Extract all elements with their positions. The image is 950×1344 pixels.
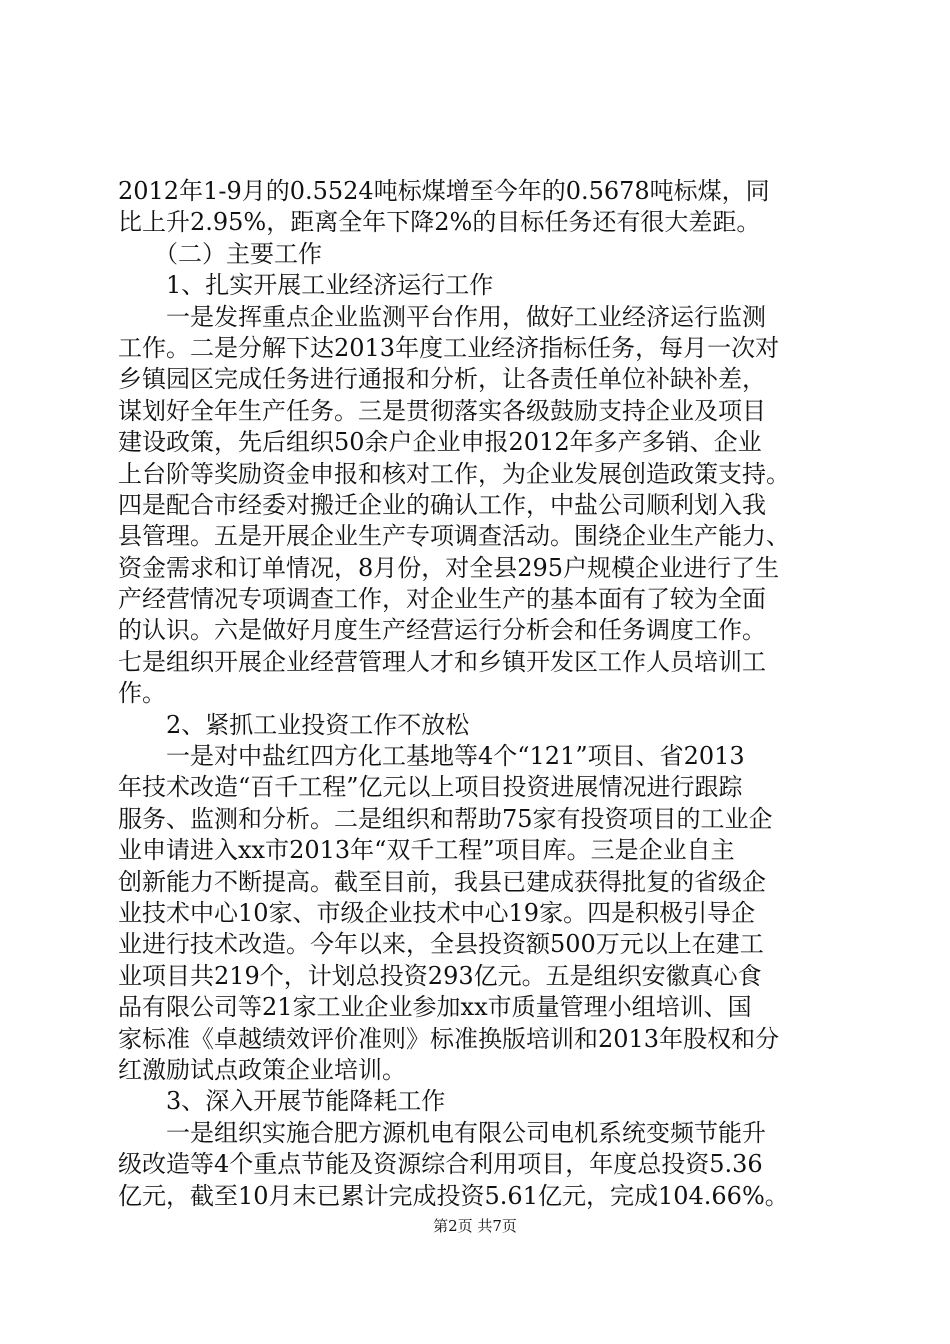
text-line: 一是对中盐红四方化工基地等4个“121”项目、省2013 (118, 742, 745, 771)
text-line: 2012年1-9月的0.5524吨标煤增至今年的0.5678吨标煤，同 (118, 177, 770, 205)
text-line: 家标准《卓越绩效评价准则》标准换版培训和2013年股权和分 (118, 1024, 780, 1053)
text-line: 一是发挥重点企业监测平台作用，做好工业经济运行监测 (118, 302, 766, 331)
text-line: 业技术中心10家、市级企业技术中心19家。四是积极引导企 (118, 898, 756, 927)
text-line: 业项目共219个，计划总投资293亿元。五是组织安徽真心食 (118, 961, 762, 990)
text-line: 年技术改造“百千工程”亿元以上项目投资进展情况进行跟踪 (118, 773, 743, 802)
text-line: 县管理。五是开展企业生产专项调查活动。围绕企业生产能力、 (118, 522, 790, 551)
text-line: 的认识。六是做好月度生产经营运行分析会和任务调度工作。 (118, 616, 766, 645)
text-line: 亿元，截至10月末已累计完成投资5.61亿元，完成104.66%。 (118, 1181, 789, 1210)
text-line: 作。 (118, 679, 166, 708)
text-line: 比上升2.95%，距离全年下降2%的目标任务还有很大差距。 (118, 208, 761, 237)
text-line: 1、扎实开展工业经济运行工作 (118, 271, 494, 300)
body-text (118, 176, 838, 1212)
text-line: （二）主要工作 (118, 239, 322, 268)
text-line: 四是配合市经委对搬迁企业的确认工作，中盐公司顺利划入我 (118, 490, 766, 519)
text-line: 服务、监测和分析。二是组织和帮助75家有投资项目的工业企 (118, 804, 773, 833)
text-line: 产经营情况专项调查工作，对企业生产的基本面有了较为全面 (118, 585, 766, 614)
text-line: 工作。二是分解下达2013年度工业经济指标任务，每月一次对 (118, 333, 780, 362)
text-line: 乡镇园区完成任务进行通报和分析，让各责任单位补缺补差， (118, 365, 766, 394)
text-line: 业申请进入xx市2013年“双千工程”项目库。三是企业自主 (118, 836, 735, 865)
text-line: 创新能力不断提高。截至目前，我县已建成获得批复的省级企 (118, 867, 766, 896)
text-line: 一是组织实施合肥方源机电有限公司电机系统变频节能升 (118, 1118, 766, 1147)
text-line: 级改造等4个重点节能及资源综合利用项目，年度总投资5.36 (118, 1150, 763, 1179)
text-line: 品有限公司等21家工业企业参加xx市质量管理小组培训、国 (118, 993, 752, 1022)
text-line: 建设政策，先后组织50余户企业申报2012年多产多销、企业 (118, 428, 762, 457)
text-line: 资金需求和订单情况，8月份，对全县295户规模企业进行了生 (118, 553, 780, 582)
text-line: 3、深入开展节能降耗工作 (118, 1087, 446, 1116)
text-line: 七是组织开展企业经营管理人才和乡镇开发区工作人员培训工 (118, 647, 766, 676)
text-line: 谋划好全年生产任务。三是贯彻落实各级鼓励支持企业及项目 (118, 396, 766, 425)
text-line: 红激励试点政策企业培训。 (118, 1055, 406, 1084)
text-line: 2、紧抓工业投资工作不放松 (118, 710, 470, 739)
page-footer: 第2页 共7页 (433, 1217, 517, 1235)
text-line: 业进行技术改造。今年以来，全县投资额500万元以上在建工 (118, 930, 764, 959)
text-line: 上台阶等奖励资金申报和核对工作，为企业发展创造政策支持。 (118, 459, 790, 488)
